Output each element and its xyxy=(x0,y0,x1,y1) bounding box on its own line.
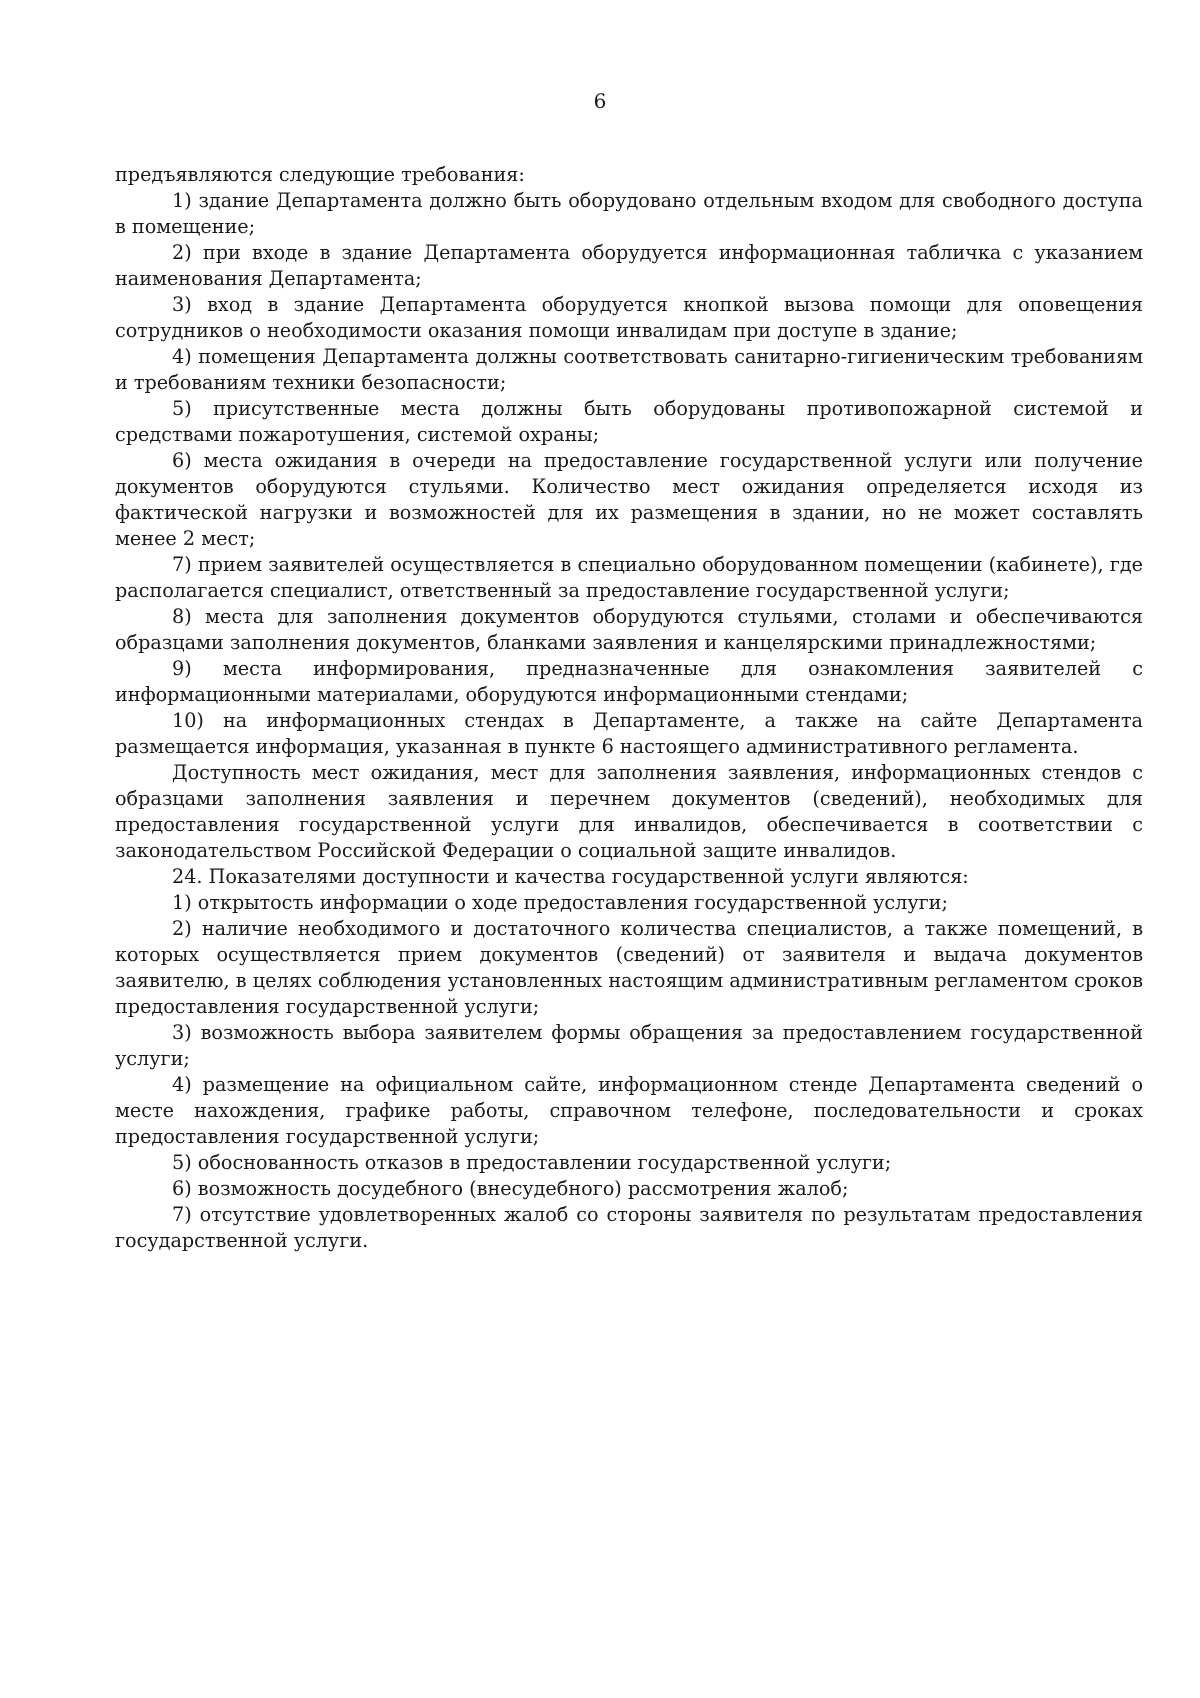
paragraph: 5) присутственные места должны быть оборудованы противопожарной системой и средствами пожаротушения, системой охраны; xyxy=(115,397,1143,446)
paragraph: 2) при входе в здание Департамента оборудуется информационная табличка с указанием наименования Департамента; xyxy=(115,241,1143,290)
paragraph: 5) обоснованность отказов в предоставлении государственной услуги; xyxy=(172,1151,892,1174)
paragraph: 24. Показателями доступности и качества государственной услуги являются: xyxy=(172,865,969,888)
page-number: 6 xyxy=(593,89,607,113)
paragraph: Доступность мест ожидания, мест для заполнения заявления, информационных стендов с образцами заполнения заявления и перечнем документов (сведений), необходимых для предоставления государственной услуги для инвалидов, обеспечивается в соответствии с законодательством Российской Федерации о социальной защите инвалидов. xyxy=(115,761,1143,862)
paragraph: предъявляются следующие требования: xyxy=(115,163,525,186)
paragraph: 8) места для заполнения документов оборудуются стульями, столами и обеспечиваются образцами заполнения документов, бланками заявления и канцелярскими принадлежностями; xyxy=(115,605,1143,654)
paragraph: 3) вход в здание Департамента оборудуется кнопкой вызова помощи для оповещения сотрудников о необходимости оказания помощи инвалидам при доступе в здание; xyxy=(115,293,1143,342)
paragraph: 7) прием заявителей осуществляется в специально оборудованном помещении (кабинете), где располагается специалист, ответственный за предоставление государственной услуги; xyxy=(115,553,1143,602)
paragraph: 10) на информационных стендах в Департаменте, а также на сайте Департамента размещается информация, указанная в пункте 6 настоящего административного регламента. xyxy=(115,709,1143,758)
paragraph: 1) открытость информации о ходе предоставления государственной услуги; xyxy=(172,891,948,914)
paragraph: 4) помещения Департамента должны соответствовать санитарно-гигиеническим требованиям и требованиям техники безопасности; xyxy=(115,345,1143,394)
paragraph: 2) наличие необходимого и достаточного количества специалистов, а также помещений, в которых осуществляется прием документов (сведений) от заявителя и выдача документов заявителю, в целях соблюдения установленных настоящим административным регламентом сроков предоставления государственной услуги; xyxy=(115,917,1143,1018)
paragraph: 9) места информирования, предназначенные для ознакомления заявителей с информационными материалами, оборудуются информационными стендами; xyxy=(115,657,1143,706)
document-body xyxy=(115,162,1143,1254)
paragraph: 1) здание Департамента должно быть оборудовано отдельным входом для свободного доступа в помещение; xyxy=(115,189,1143,238)
paragraph: 6) возможность досудебного (внесудебного) рассмотрения жалоб; xyxy=(172,1177,849,1200)
paragraph: 3) возможность выбора заявителем формы обращения за предоставлением государственной услуги; xyxy=(115,1021,1143,1070)
paragraph: 6) места ожидания в очереди на предоставление государственной услуги или получение документов оборудуются стульями. Количество мест ожидания определяется исходя из фактической нагрузки и возможностей для их размещения в здании, но не может составлять менее 2 мест; xyxy=(115,449,1143,550)
paragraph: 7) отсутствие удовлетворенных жалоб со стороны заявителя по результатам предоставления государственной услуги. xyxy=(115,1203,1143,1252)
paragraph: 4) размещение на официальном сайте, информационном стенде Департамента сведений о месте нахождения, графике работы, справочном телефоне, последовательности и сроках предоставления государственной услуги; xyxy=(115,1073,1143,1148)
